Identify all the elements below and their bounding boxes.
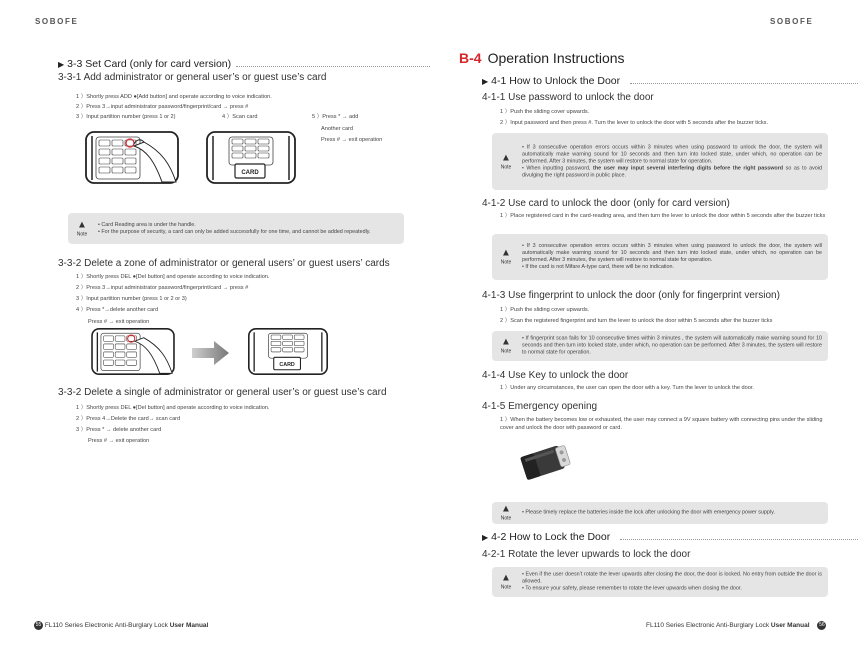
section-4-1-heading: ▶ 4-1 How to Unlock the Door (482, 75, 621, 87)
step-line: 1 ）Push the sliding cover upwards. (500, 109, 590, 115)
dotted-rule (236, 66, 430, 67)
note-box (492, 133, 828, 190)
note-box (68, 213, 404, 244)
step-line: 3 ）Input partition number (press 1 or 2) (76, 114, 176, 120)
step-line: Another card (321, 126, 354, 132)
step-line: 1 ）When the battery becomes low or exhausted, the user may connect a 9V square battery with connecting pins under the sliding cover and unlock the door with password or card. (500, 417, 823, 431)
step-line: 3 ）Press * → delete another card (76, 427, 162, 433)
note-text: • Even if the user doesn’t rotate the lever upwards after closing the door, the door is locked. No entry from outside the door is allowed. (522, 571, 822, 585)
card-label: CARD (279, 362, 295, 369)
chapter-heading (459, 50, 625, 66)
triangle-bullet-icon: ▶ (58, 60, 65, 69)
section-3-3-heading: ▶ 3-3 Set Card (only for card version) (58, 58, 232, 70)
subsection-4-1-4-heading: 4-1-4 Use Key to unlock the door (482, 370, 629, 381)
note-label: Note (500, 164, 512, 170)
card-reader-illustration (246, 327, 330, 376)
subsection-3-3-1-heading: 3-3-1 Add administrator or general user’s or guest use’s card (58, 72, 327, 83)
step-line: 2 ）Press 3→input administrator password/fingerprint/card → press # (76, 285, 249, 291)
note-box (492, 331, 828, 361)
step-line: 2 ）Press 4→Delete the card→ scan card (76, 416, 181, 422)
note-label: Note (500, 584, 512, 591)
note-text: • Card Reading area is under the handle. (98, 221, 196, 228)
subsection-4-1-2-heading: 4-1-2 Use card to unlock the door (only for card version) (482, 198, 730, 209)
battery-9v-illustration (513, 440, 577, 486)
step-line: 1 ）Shortly press ADD ●[Add button] and operate according to voice indication. (76, 94, 272, 100)
note-text: • If fingerprint scan fails for 10 consecutive times within 3 minutes , the system will automatically make warning sound for 10 seconds and then turn into locked state, under which, no operation can be performed. After 3 minutes, the system will restore to normal state for operation. (522, 335, 822, 356)
warning-icon: ▲ (501, 152, 511, 163)
note-text: • If 3 consecutive operation errors occurs within 3 minutes when using password to unlock the door, the system will automatically make warning sound for 10 seconds and then turn into locked state, under which, no operation can be performed. After 3 minutes, the system will restore to normal state for operation. (522, 242, 822, 263)
subsection-4-1-3-heading: 4-1-3 Use fingerprint to unlock the door (only for fingerprint version) (482, 290, 780, 301)
page-number: 55 (35, 622, 42, 628)
note-label: Note (500, 259, 512, 266)
triangle-bullet-icon: ▶ (482, 533, 489, 542)
chapter-code: B-4 (459, 50, 482, 66)
step-line: 4 ）Scan card (222, 114, 258, 120)
note-label: Note (500, 515, 512, 522)
note-label: Note (76, 231, 88, 237)
chapter-title: Operation Instructions (487, 50, 625, 66)
warning-icon: ▲ (501, 503, 511, 515)
subsection-3-3-3-heading: 3-3-2 Delete a single of administrator or general user’s or guest use’s card (58, 387, 387, 398)
subsection-4-1-1-heading: 4-1-1 Use password to unlock the door (482, 92, 654, 103)
note-box (492, 502, 828, 524)
note-text: • If 3 consecutive operation errors occurs within 3 minutes when using password to unlock the door, the system will automatically make warning sound for 10 seconds and then turn into locked state, under which, no operation can be performed. After 3 minutes, the system will restore to normal state for operation. (522, 143, 822, 164)
step-line: 1 ）Shortly press DEL ●[Del button] and operate according to voice indication. (76, 405, 270, 411)
arrow-right-icon (192, 340, 230, 366)
step-line: 2 ）Press 3→input administrator password/fingerprint/card → press # (76, 104, 249, 110)
card-label: CARD (241, 170, 259, 176)
keypad-hand-illustration (90, 327, 176, 376)
card-reader-illustration (205, 130, 297, 185)
step-line: 2 ）Input password and then press #. Turn the lever to unlock the door with 5 seconds after the buzzer ticks. (500, 120, 769, 126)
step-line: 4 ）Press *→delete another card (76, 307, 159, 313)
subsection-4-1-5-heading: 4-1-5 Emergency opening (482, 401, 598, 412)
step-line: 1 ）Under any circumstances, the user can open the door with a key. Turn the lever to unlock the door. (500, 385, 754, 391)
step-line: 5 ）Press * → add (312, 114, 359, 120)
triangle-bullet-icon: ▶ (482, 77, 489, 86)
step-line: 1 ）Shortly press DEL ●[Del button] and operate according to voice indication. (76, 274, 270, 280)
step-line: 3 ）Input partition number (press 1 or 2 or 3) (76, 296, 187, 302)
footer-left: 55 FL110 Series Electronic Anti-Burglary Lock User Manual (35, 622, 209, 630)
subsection-3-3-2-heading: 3-3-2 Delete a zone of administrator or general users’ or guest users’ cards (58, 258, 390, 269)
warning-icon: ▲ (501, 572, 511, 584)
note-text: • Please timely replace the batteries inside the lock after unlocking the door with emergency power supply. (522, 509, 775, 516)
note-box (492, 567, 828, 597)
brand-logo-right: SOBOFE (770, 17, 814, 26)
note-text: • For the purpose of security, a card can only be added successfully for one time, and cannot be added repeatedly. (98, 228, 371, 235)
dotted-rule (620, 539, 858, 540)
section-4-2-heading: ▶ 4-2 How to Lock the Door (482, 531, 611, 543)
note-text: • If the card is not Mifare A-type card, there will be no indication. (522, 264, 675, 271)
step-line: Press # → exit operation (88, 438, 150, 444)
footer-right: FL110 Series Electronic Anti-Burglary Lock User Manual 56 (646, 622, 825, 630)
dotted-rule (630, 83, 858, 84)
step-line: 2 ）Scan the registered fingerprint and turn the lever to unlock the door within 5 seconds after the buzzer ticks (500, 318, 773, 324)
step-line: 1 ）Push the sliding cover upwards. (500, 307, 590, 313)
brand-logo-left: SOBOFE (35, 17, 79, 26)
note-label: Note (500, 348, 512, 355)
note-text: • When inputting password, the user may input several interfering digits before the right password so as to avoid divulging the right password in public place. (522, 165, 822, 179)
warning-icon: ▲ (501, 247, 511, 259)
step-line: Press # → exit operation (321, 137, 383, 143)
note-box (492, 234, 828, 280)
page-number: 56 (819, 622, 825, 628)
keypad-hand-illustration (84, 130, 180, 185)
subsection-4-2-1-heading: 4-2-1 Rotate the lever upwards to lock the door (482, 549, 691, 560)
step-line: Press # → exit operation (88, 319, 150, 325)
step-line: 1 ）Place registered card in the card-reading area, and then turn the lever to unlock the door within 5 seconds after the buzzer ticks (500, 213, 826, 219)
note-text: • To ensure your safety, please remember to rotate the lever upwards when closing the door. (522, 585, 742, 592)
warning-icon: ▲ (501, 336, 511, 348)
warning-icon: ▲ (77, 219, 87, 230)
